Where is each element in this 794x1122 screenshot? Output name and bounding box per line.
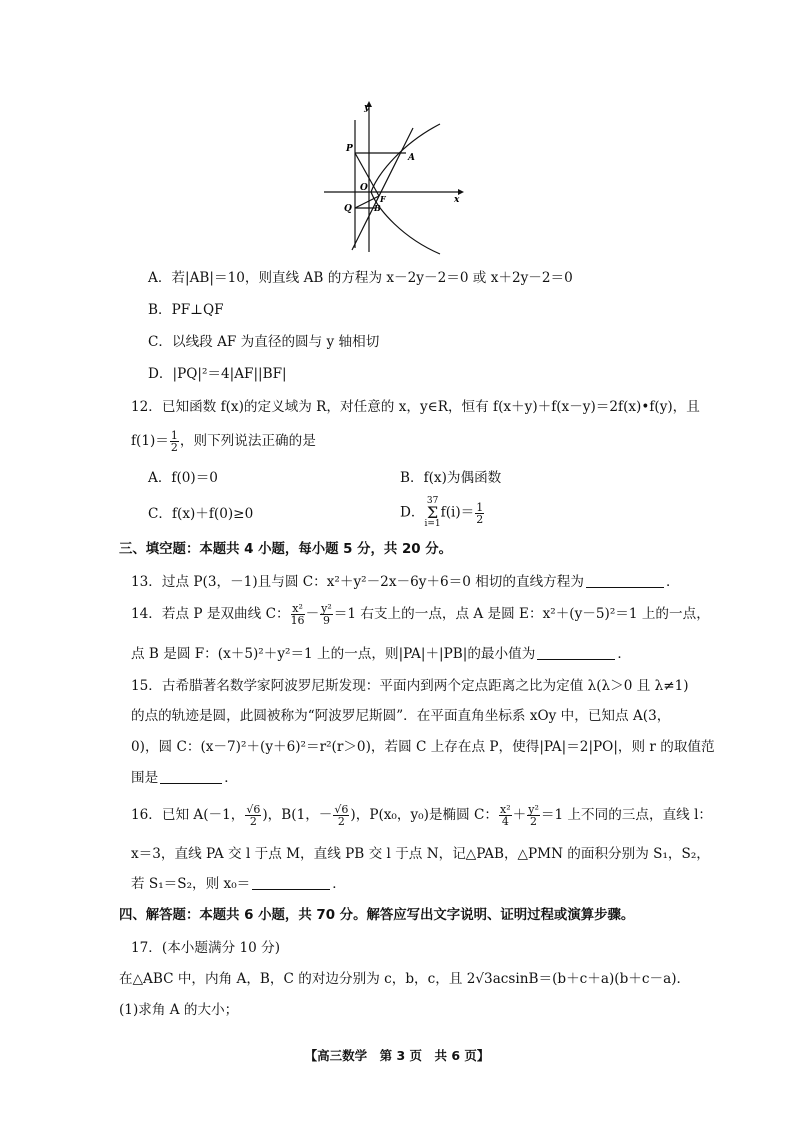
summation: 37 Σ i=1 [424,496,441,529]
section-4-heading: 四、解答题：本题共 6 小题，共 70 分。解答应写出文字说明、证明过程或演算步骤。 [119,908,635,923]
q15-line3: 0)，圆 C：(x－7)²＋(y＋6)²＝r²(r＞0)，若圆 C 上存在点 P，使得|PA|＝2|PO|，则 r 的取值范 [131,739,715,755]
q11-option-b: B．PF⊥QF [148,302,224,318]
q12-option-d: D． 37 Σ i=1 f(i)＝ $\frac{1}{2}$ [400,496,484,529]
parabola-figure [318,98,468,256]
label-x: x [454,195,460,205]
page-footer: 【高三数学 第 3 页 共 6 页】 [304,1048,490,1063]
q16-line1: 16．已知 A(－1， $\frac{√6}{2}$ )，B(1，－ $\frac{√6}{2}$ )，P(x₀，y₀)是椭圆 C： $\frac{\text{x²}}{4}$ ＋ $\frac{\text{y²}}{2}$ ＝1 上不同的三点，直线 l： [131,803,713,828]
label-p: P [346,144,353,154]
fraction: $\frac{1}{2}$ [170,429,178,454]
q12-option-a: A．f(0)＝0 [148,470,218,486]
answer-blank[interactable] [537,645,615,660]
q11-option-a: A．若|AB|＝10，则直线 AB 的方程为 x－2y－2＝0 或 x＋2y－2＝0 [148,270,573,286]
answer-blank[interactable] [586,573,664,588]
q17-line3: (1)求角 A 的大小； [119,1002,239,1018]
q14-line2: 点 B 是圆 F：(x＋5)²＋y²＝1 上的一点，则|PA|＋|PB|的最小值为 ． [131,646,631,662]
label-o: O [360,183,368,193]
q12-stem-line2: f(1)＝ $\frac{1}{2}$ ，则下列说法正确的是 [131,429,316,454]
label-y: y [364,103,370,113]
q12-stem-line1: 12．已知函数 f(x)的定义域为 R，对任意的 x，y∈R，恒有 f(x＋y)＋f(x－y)＝2f(x)•f(y)，且 [131,399,700,415]
label-b: B [374,203,381,213]
q11-option-c: C．以线段 AF 为直径的圆与 y 轴相切 [148,334,380,350]
q15-line1: 15．古希腊著名数学家阿波罗尼斯发现：平面内到两个定点距离之比为定值 λ(λ＞0 且 λ≠1) [131,678,689,694]
q11-option-d: D．|PQ|²＝4|AF||BF| [148,366,287,382]
q17-line2: 在△ABC 中，内角 A，B，C 的对边分别为 c，b，c，且 2√3acsinB＝(b＋c＋a)(b＋c－a)． [119,971,691,987]
q12-option-c: C．f(x)＋f(0)≥0 [148,506,254,522]
q15-line4: 围是 ． [131,770,238,786]
q12-option-b: B．f(x)为偶函数 [400,470,502,486]
section-3-heading: 三、填空题：本题共 4 小题，每小题 5 分，共 20 分。 [119,542,453,557]
q13: 13．过点 P(3，－1)且与圆 C：x²＋y²－2x－6y＋6＝0 相切的直线方程为 ． [131,574,680,590]
q16-line3: 若 S₁＝S₂，则 x₀＝ ． [131,876,346,892]
q17-line1: 17．(本小题满分 10 分) [131,940,280,956]
q16-line2: x＝3，直线 PA 交 l 于点 M，直线 PB 交 l 于点 N，记△PAB，△PMN 的面积分别为 S₁，S₂， [131,846,710,862]
q14-line1: 14．若点 P 是双曲线 C： $\frac{\text{x²}}{16}$ － $\frac{\text{y²}}{9}$ ＝1 右支上的一点，点 A 是圆 E：x²＋(y－5)²＝1 上的一点， [131,602,710,627]
answer-blank[interactable] [252,875,330,890]
q15-line2: 的点的轨迹是圆，此圆被称为“阿波罗尼斯圆”．在平面直角坐标系 xOy 中，已知点 A(3， [131,708,671,724]
label-q: Q [344,204,352,214]
label-a: A [408,153,415,163]
fraction: $\frac{1}{2}$ [476,500,484,526]
label-f: F [380,194,386,204]
answer-blank[interactable] [160,769,222,784]
